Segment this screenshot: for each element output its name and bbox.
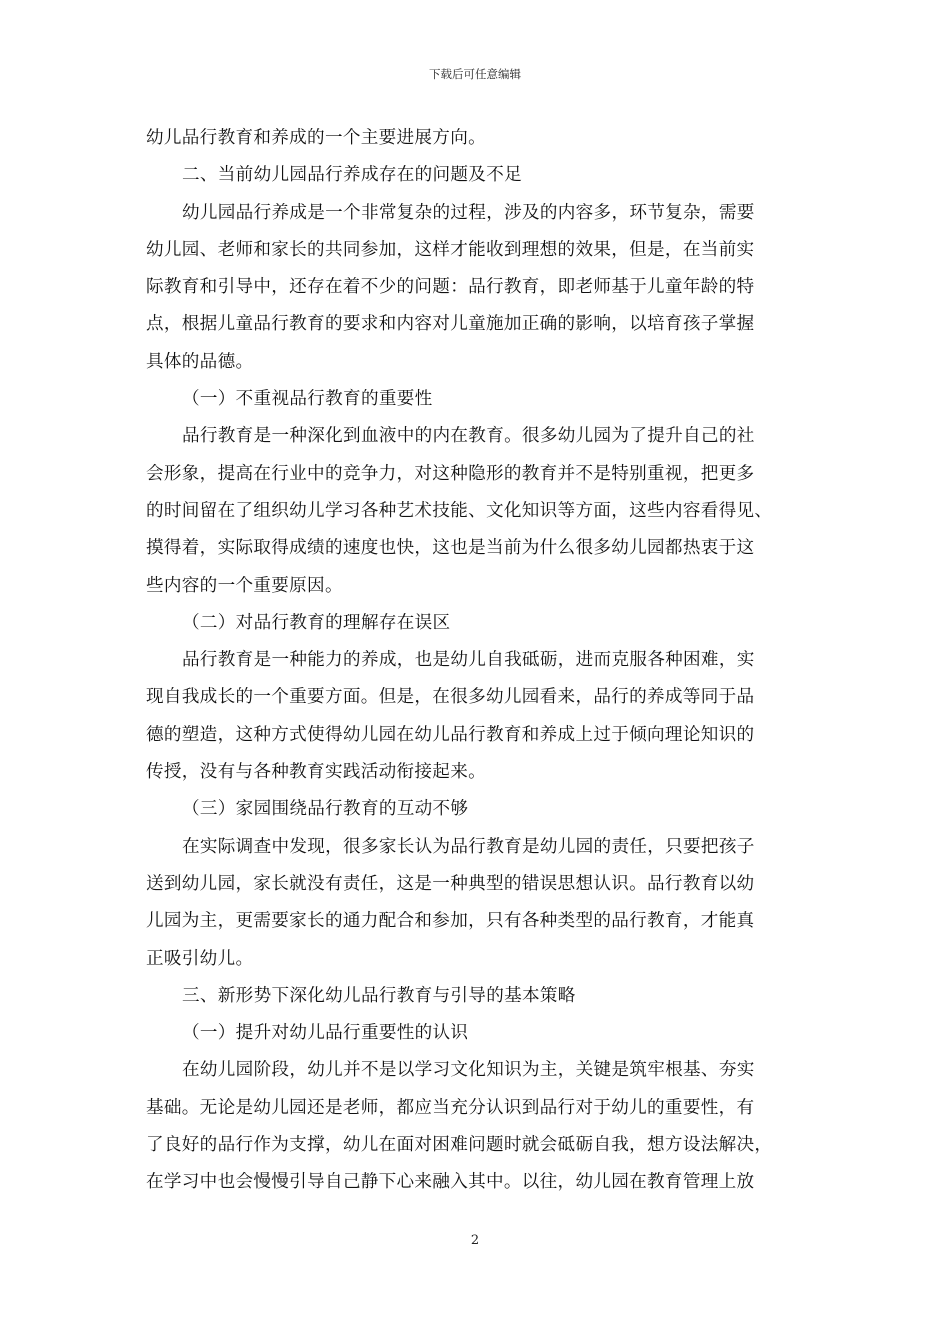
text-line: 际教育和引导中，还存在着不少的问题：品行教育，即老师基于儿童年龄的特 [146,277,755,298]
text-line: 在幼儿园阶段，幼儿并不是以学习文化知识为主，关键是筑牢根基、夯实 [182,1060,755,1081]
text-line: 现自我成长的一个重要方面。但是，在很多幼儿园看来，品行的养成等同于品 [146,687,755,708]
text-line: （一）提升对幼儿品行重要性的认识 [182,1023,469,1044]
text-line: 些内容的一个重要原因。 [146,575,343,596]
text-line: 具体的品德。 [146,351,254,372]
text-line: 了良好的品行作为支撑，幼儿在面对困难问题时就会砥砺自我，想方设法解决， [146,1135,773,1156]
text-line: 二、当前幼儿园品行养成存在的问题及不足 [182,165,522,186]
text-line: 传授，没有与各种教育实践活动衔接起来。 [146,762,486,783]
text-line: 幼儿园品行养成是一个非常复杂的过程，涉及的内容多，环节复杂，需要 [182,202,755,223]
text-line: 基础。无论是幼儿园还是老师，都应当充分认识到品行对于幼儿的重要性，有 [146,1097,755,1118]
text-line: 会形象，提高在行业中的竞争力，对这种隐形的教育并不是特别重视，把更多 [146,463,755,484]
text-line: 三、新形势下深化幼儿品行教育与引导的基本策略 [182,985,576,1006]
page-number: 2 [470,1233,480,1248]
text-line: 品行教育是一种深化到血液中的内在教育。很多幼儿园为了提升自己的社 [182,426,755,447]
text-line: 幼儿园、老师和家长的共同参加，这样才能收到理想的效果，但是，在当前实 [146,239,755,260]
text-line: （二）对品行教育的理解存在误区 [182,612,451,633]
text-line: （一）不重视品行教育的重要性 [182,389,433,410]
text-line: 儿园为主，更需要家长的通力配合和参加，只有各种类型的品行教育，才能真 [146,911,755,932]
text-line: 摸得着，实际取得成绩的速度也快，这也是当前为什么很多幼儿园都热衷于这 [146,538,755,559]
text-line: 正吸引幼儿。 [146,948,254,969]
text-line: 在实际调查中发现，很多家长认为品行教育是幼儿园的责任，只要把孩子 [182,836,755,857]
text-line: 送到幼儿园，家长就没有责任，这是一种典型的错误思想认识。品行教育以幼 [146,873,755,894]
document-body [146,120,806,1202]
text-line: 在学习中也会慢慢引导自己静下心来融入其中。以往，幼儿园在教育管理上放 [146,1172,755,1193]
text-line: 点，根据儿童品行教育的要求和内容对儿童施加正确的影响，以培育孩子掌握 [146,314,755,335]
text-line: 幼儿品行教育和养成的一个主要进展方向。 [146,128,486,148]
text-line: （三）家园围绕品行教育的互动不够 [182,799,469,820]
text-line: 品行教育是一种能力的养成，也是幼儿自我砥砺，进而克服各种困难，实 [182,650,755,671]
text-line: 德的塑造，这种方式使得幼儿园在幼儿品行教育和养成上过于倾向理论知识的 [146,724,755,745]
text-line: 的时间留在了组织幼儿学习各种艺术技能、文化知识等方面，这些内容看得见、 [146,500,773,521]
page-header: 下载后可任意编辑 [429,67,521,81]
